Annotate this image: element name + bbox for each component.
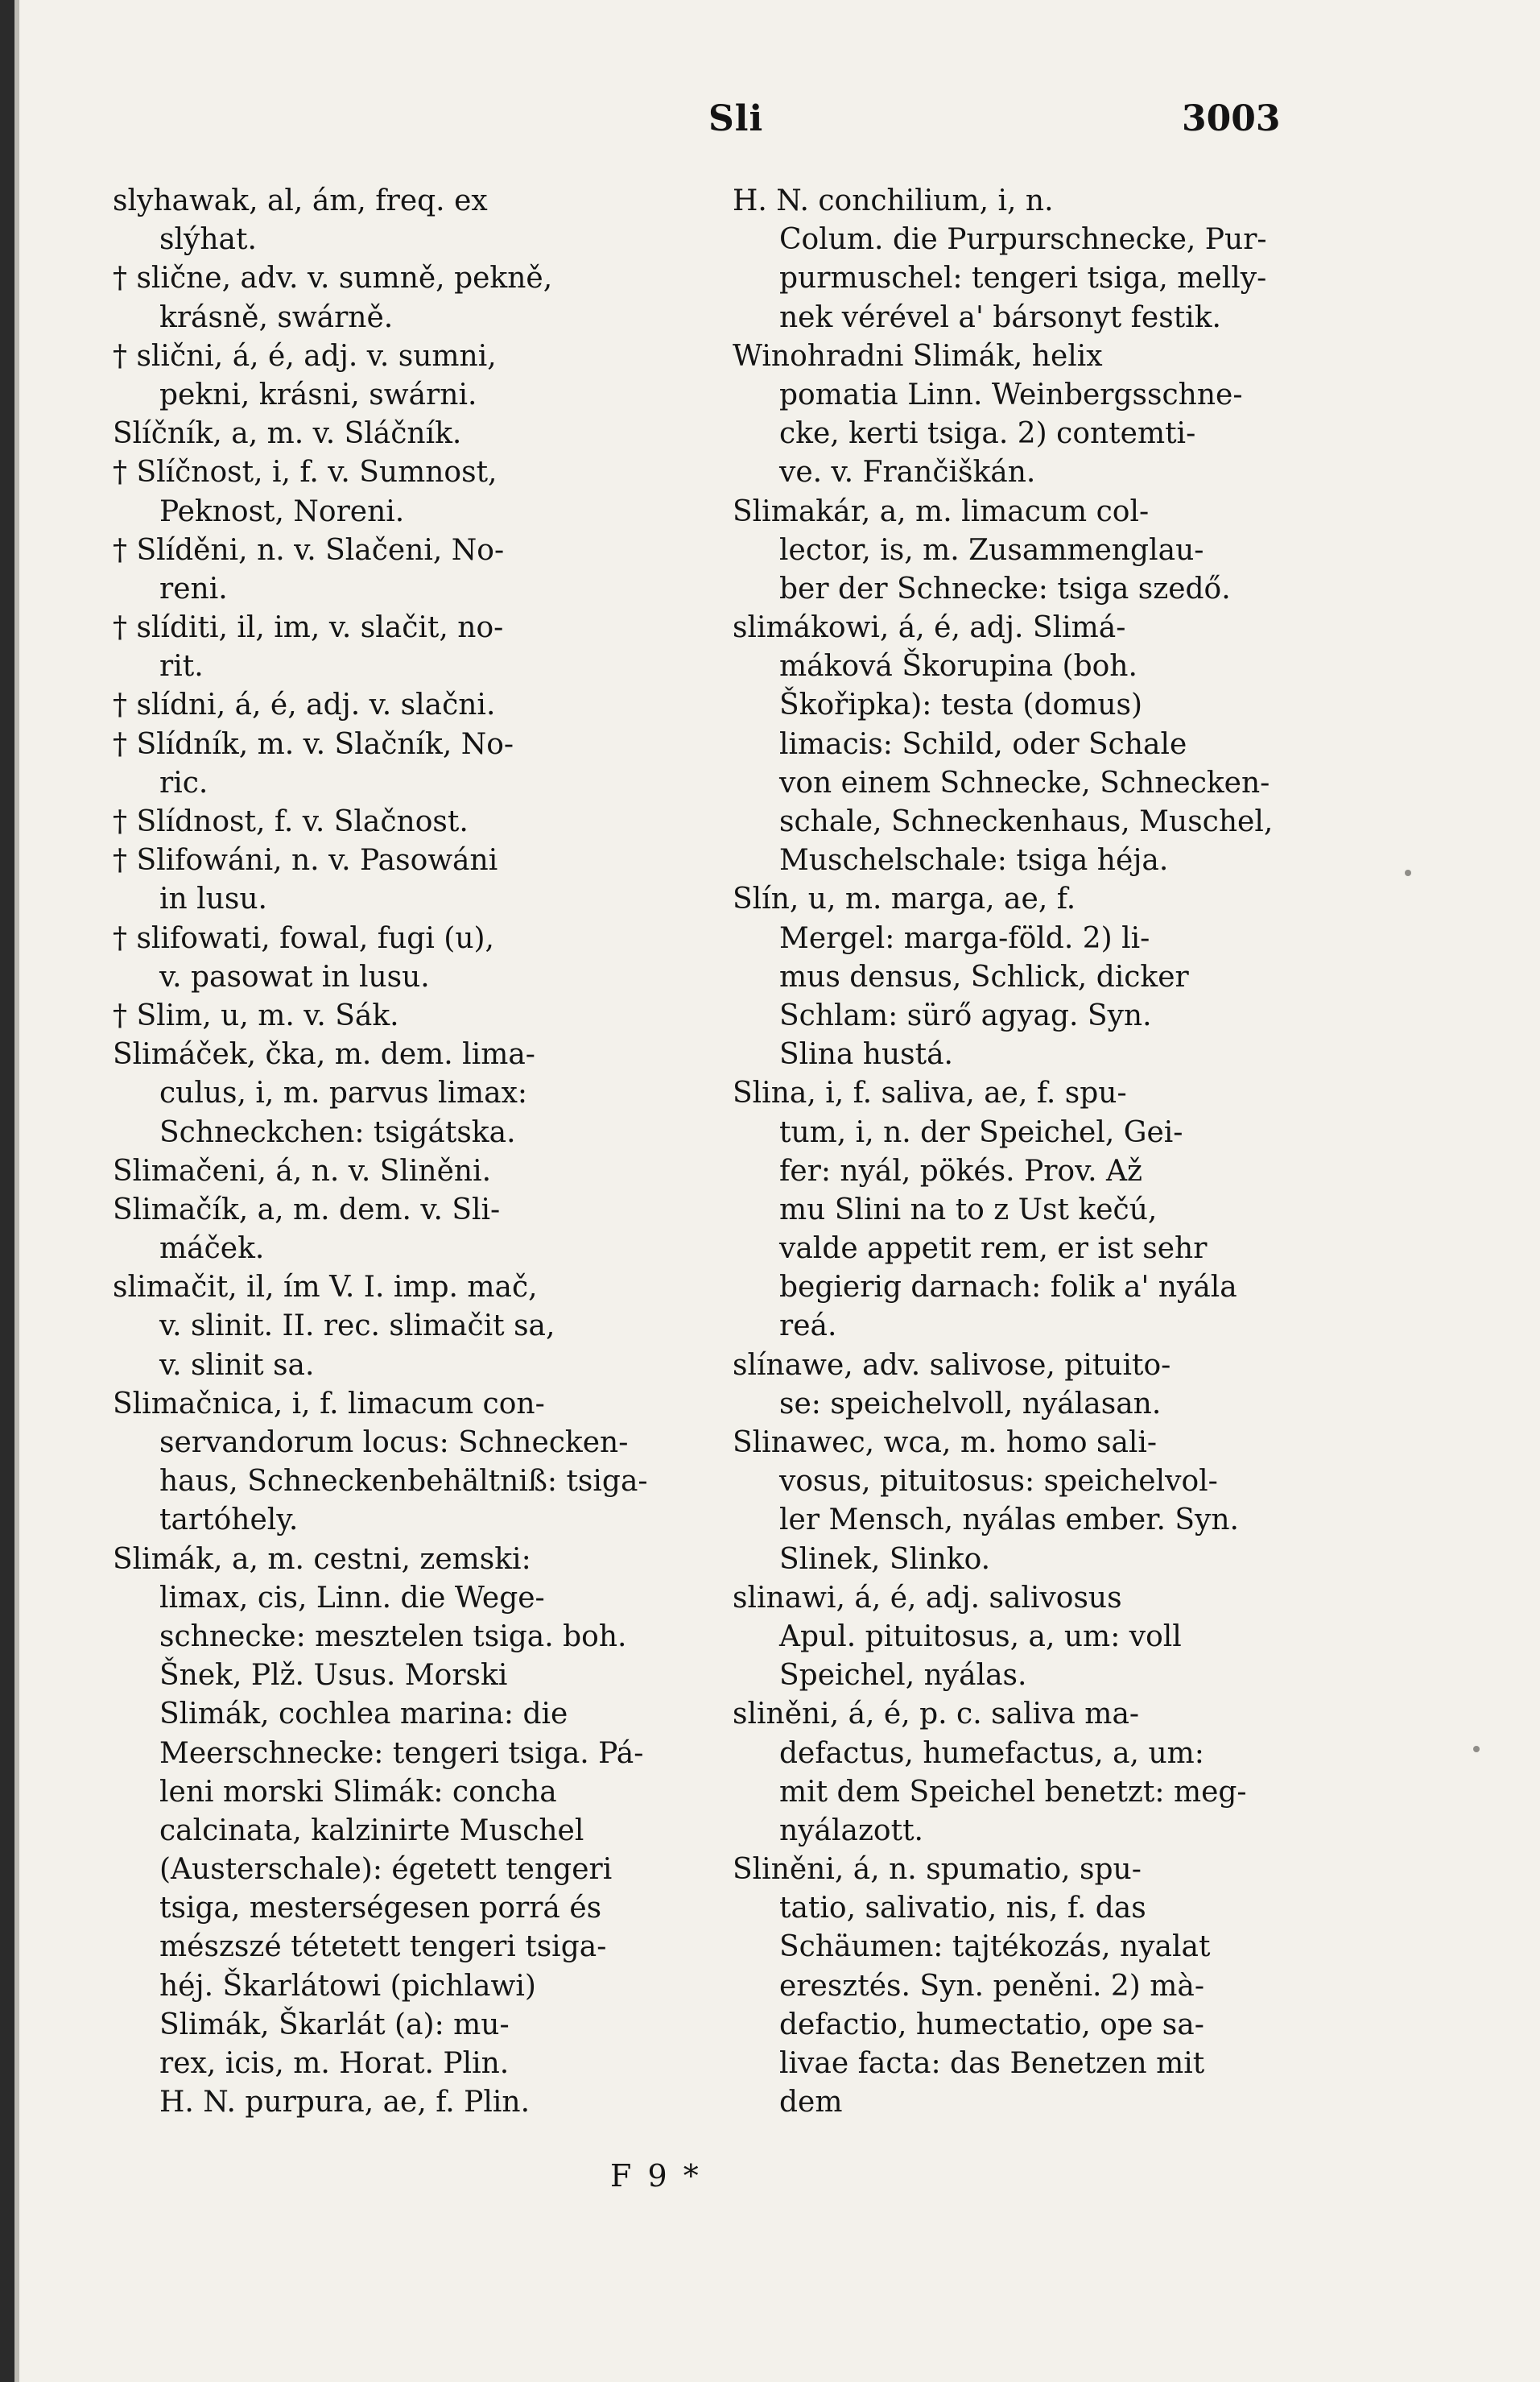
right-column-line: Sliněni, á, n. spumatio, spu-: [733, 1853, 1142, 1887]
right-column-line: defactio, humectatio, ope sa-: [779, 2008, 1204, 2041]
right-column-line: fer: nyál, pökés. Prov. Až: [779, 1154, 1143, 1188]
running-head: Sli: [708, 98, 764, 139]
left-column-line: reni.: [159, 572, 228, 606]
left-column-line: † Slíděni, n. v. Slačeni, No-: [113, 533, 505, 567]
speck: [1473, 1746, 1480, 1752]
right-column-line: vosus, pituitosus: speichelvol-: [779, 1465, 1218, 1499]
left-column-line: Peknost, Noreni.: [159, 494, 405, 528]
left-column-line: † Slifowáni, n. v. Pasowáni: [113, 844, 498, 878]
right-column-line: Slina hustá.: [779, 1038, 953, 1072]
right-column-line: eresztés. Syn. peněni. 2) mà-: [779, 1969, 1205, 2003]
left-column-line: † Slídník, m. v. Slačník, No-: [113, 727, 514, 761]
left-column-line: rex, icis, m. Horat. Plin.: [159, 2047, 510, 2080]
left-column-line: ric.: [159, 766, 208, 800]
right-column-line: Slinawec, wca, m. homo sali-: [733, 1426, 1158, 1459]
left-column-line: schnecke: mesztelen tsiga. boh.: [159, 1619, 627, 1653]
left-column-line: Slimák, Škarlát (a): mu-: [159, 2008, 510, 2041]
left-column-line: † Slíčnost, i, f. v. Sumnost,: [113, 456, 498, 490]
right-column-line: dem: [779, 2086, 843, 2119]
right-column-line: ler Mensch, nyálas ember. Syn.: [779, 1503, 1239, 1537]
left-column-line: † slične, adv. v. sumně, pekně,: [113, 262, 553, 296]
left-column-line: leni morski Slimák: concha: [159, 1775, 557, 1809]
speck: [1405, 870, 1411, 876]
right-column-line: Slimakár, a, m. limacum col-: [733, 494, 1150, 528]
page-number: 3003: [1182, 98, 1281, 139]
right-column-line: slinawi, á, é, adj. salivosus: [733, 1581, 1122, 1615]
left-column-line: Slimačnica, i, f. limacum con-: [113, 1387, 545, 1421]
left-column-line: † slični, á, é, adj. v. sumni,: [113, 339, 497, 373]
right-column-line: valde appetit rem, er ist sehr: [779, 1232, 1208, 1266]
page-header: [0, 98, 1540, 147]
right-column-line: H. N. conchilium, i, n.: [733, 184, 1054, 217]
left-column-line: krásně, swárně.: [159, 300, 394, 334]
left-column-line: haus, Schneckenbehältniß: tsiga-: [159, 1465, 648, 1499]
right-column-line: mu Slini na to z Ust kečú,: [779, 1193, 1158, 1226]
left-column-line: v. pasowat in lusu.: [159, 960, 430, 994]
right-column-line: schale, Schneckenhaus, Muschel,: [779, 805, 1274, 838]
left-column-line: Slíčník, a, m. v. Sláčník.: [113, 417, 462, 451]
right-column-line: slimákowi, á, é, adj. Slimá-: [733, 611, 1126, 645]
left-column-line: † slídni, á, é, adj. v. slačni.: [113, 689, 496, 722]
left-column-line: pekni, krásni, swárni.: [159, 378, 477, 411]
left-column-line: calcinata, kalzinirte Muschel: [159, 1813, 584, 1847]
left-column-line: v. slinit. II. rec. slimačit sa,: [159, 1309, 555, 1343]
left-column-line: slimačit, il, ím V. I. imp. mač,: [113, 1271, 538, 1305]
left-column-line: † Slídnost, f. v. Slačnost.: [113, 805, 469, 838]
left-column-line: mészszé tétetett tengeri tsiga-: [159, 1930, 607, 1964]
right-column-line: máková Škorupina (boh.: [779, 650, 1137, 684]
left-column-line: servandorum locus: Schnecken-: [159, 1426, 629, 1459]
left-column-line: v. slinit sa.: [159, 1348, 315, 1382]
right-column-line: mit dem Speichel benetzt: meg-: [779, 1775, 1247, 1809]
right-column-line: Muschelschale: tsiga héja.: [779, 844, 1169, 878]
right-column-line: lector, is, m. Zusammenglau-: [779, 533, 1204, 567]
left-column-line: máček.: [159, 1232, 265, 1266]
right-column-line: ber der Schnecke: tsiga szedő.: [779, 572, 1231, 606]
right-column-line: Mergel: marga-föld. 2) li-: [779, 921, 1150, 955]
signature-mark: F 9 *: [610, 2158, 702, 2194]
right-column-line: Slín, u, m. marga, ae, f.: [733, 883, 1076, 916]
right-column-line: livae facta: das Benetzen mit: [779, 2047, 1205, 2080]
left-column-line: Slimák, cochlea marina: die: [159, 1698, 568, 1731]
left-column-line: slýhat.: [159, 223, 257, 257]
right-column-line: Slinek, Slinko.: [779, 1542, 991, 1576]
right-column-line: limacis: Schild, oder Schale: [779, 727, 1187, 761]
left-column-line: tsiga, mesterségesen porrá és: [159, 1892, 602, 1925]
right-column-line: Apul. pituitosus, a, um: voll: [779, 1619, 1182, 1653]
right-column-line: Schäumen: tajtékozás, nyalat: [779, 1930, 1211, 1964]
left-column-line: rit.: [159, 650, 204, 684]
left-column-line: H. N. purpura, ae, f. Plin.: [159, 2086, 531, 2119]
right-column-line: purmuschel: tengeri tsiga, melly-: [779, 262, 1267, 296]
right-column-line: se: speichelvoll, nyálasan.: [779, 1387, 1162, 1421]
right-column-line: tum, i, n. der Speichel, Gei-: [779, 1115, 1183, 1149]
left-column-line: Šnek, Plž. Usus. Morski: [159, 1659, 508, 1693]
left-column-line: héj. Škarlátowi (pichlawi): [159, 1969, 536, 2003]
right-column-line: pomatia Linn. Weinbergsschne-: [779, 378, 1243, 411]
right-column-line: ve. v. Frančiškán.: [779, 456, 1036, 490]
right-column-line: Schlam: sürő agyag. Syn.: [779, 999, 1152, 1032]
right-column-line: slínawe, adv. salivose, pituito-: [733, 1348, 1171, 1382]
right-column-line: Speichel, nyálas.: [779, 1659, 1027, 1693]
left-column-line: Slimačeni, á, n. v. Sliněni.: [113, 1154, 492, 1188]
left-column-line: † slíditi, il, im, v. slačit, no-: [113, 611, 504, 645]
right-column-line: Winohradni Slimák, helix: [733, 339, 1103, 373]
right-column-line: tatio, salivatio, nis, f. das: [779, 1892, 1146, 1925]
right-column-line: defactus, humefactus, a, um:: [779, 1736, 1204, 1770]
right-column-line: Slina, i, f. saliva, ae, f. spu-: [733, 1077, 1127, 1110]
right-column-line: nyálazott.: [779, 1813, 923, 1847]
page-edge-shadow: [0, 0, 14, 2382]
left-column-line: † slifowati, fowal, fugi (u),: [113, 921, 494, 955]
left-column-line: Schneckchen: tsigátska.: [159, 1115, 516, 1149]
left-column-line: Slimačík, a, m. dem. v. Sli-: [113, 1193, 501, 1226]
left-column-line: culus, i, m. parvus limax:: [159, 1077, 528, 1110]
left-column-line: in lusu.: [159, 883, 267, 916]
page-edge-highlight: [14, 0, 19, 2382]
left-column-line: Meerschnecke: tengeri tsiga. Pá-: [159, 1736, 644, 1770]
right-column-line: mus densus, Schlick, dicker: [779, 960, 1189, 994]
left-column-line: limax, cis, Linn. die Wege-: [159, 1581, 545, 1615]
left-column-line: Slimák, a, m. cestni, zemski:: [113, 1542, 531, 1576]
right-column-line: von einem Schnecke, Schnecken-: [779, 766, 1270, 800]
right-column-line: Colum. die Purpurschnecke, Pur-: [779, 223, 1267, 257]
right-column-line: nek vérével a' bársonyt festik.: [779, 300, 1221, 334]
right-column-line: Škořipka): testa (domus): [779, 689, 1143, 722]
right-column-line: cke, kerti tsiga. 2) contemti-: [779, 417, 1196, 451]
right-column-line: reá.: [779, 1309, 837, 1343]
left-column-line: † Slim, u, m. v. Sák.: [113, 999, 399, 1032]
right-column: [733, 182, 1296, 2122]
left-column: [113, 182, 708, 2122]
right-column-line: sliněni, á, é, p. c. saliva ma-: [733, 1698, 1140, 1731]
left-column-line: slyhawak, al, ám, freq. ex: [113, 184, 488, 217]
right-column-line: begierig darnach: folik a' nyála: [779, 1271, 1237, 1305]
left-column-line: (Austerschale): égetett tengeri: [159, 1853, 613, 1887]
left-column-line: tartóhely.: [159, 1503, 299, 1537]
left-column-line: Slimáček, čka, m. dem. lima-: [113, 1038, 535, 1072]
